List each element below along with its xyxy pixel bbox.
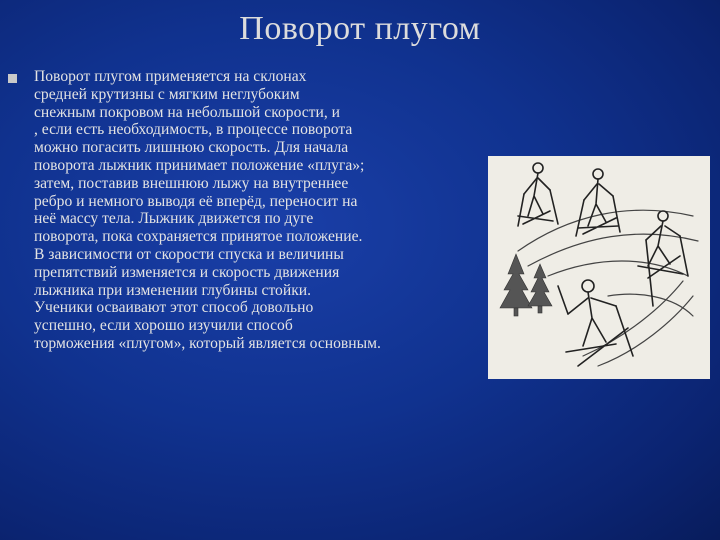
text-line: Поворот плугом применяется на склонах — [34, 68, 307, 85]
text-line: Ученики осваивают этот способ довольно — [34, 299, 314, 317]
text-line: поворота, пока сохраняется принятое положение. — [34, 228, 363, 246]
skier-turn-illustration — [488, 156, 710, 379]
text-line: снежным покровом на небольшой скорости, и — [34, 103, 340, 121]
text-line: , если есть необходимость, в процессе поворота — [34, 121, 353, 139]
text-line: В зависимости от скорости спуска и величины — [34, 245, 344, 263]
square-bullet-icon — [8, 74, 17, 83]
text-line: лыжника при изменении глубины стойки. — [34, 281, 312, 299]
text-line: затем, поставив внешнюю лыжу на внутреннее — [34, 174, 349, 192]
text-line: поворота лыжник принимает положение «плуга»; — [34, 156, 365, 174]
text-line: можно погасить лишнюю скорость. Для начала — [34, 139, 349, 157]
text-line: неё массу тела. Лыжник движется по дуге — [34, 210, 314, 228]
text-line: торможения «плугом», который является основным. — [34, 334, 381, 352]
slide-title: Поворот плугом — [239, 10, 481, 47]
text-line: средней крутизны с мягким неглубоким — [34, 85, 300, 103]
text-line: препятствий изменяется и скорость движения — [34, 263, 340, 281]
paragraph — [34, 68, 464, 353]
text-line: ребро и немного выводя её вперёд, переносит на — [34, 192, 358, 210]
text-line: успешно, если хорошо изучили способ — [34, 317, 293, 335]
skier-sketch — [488, 156, 710, 379]
